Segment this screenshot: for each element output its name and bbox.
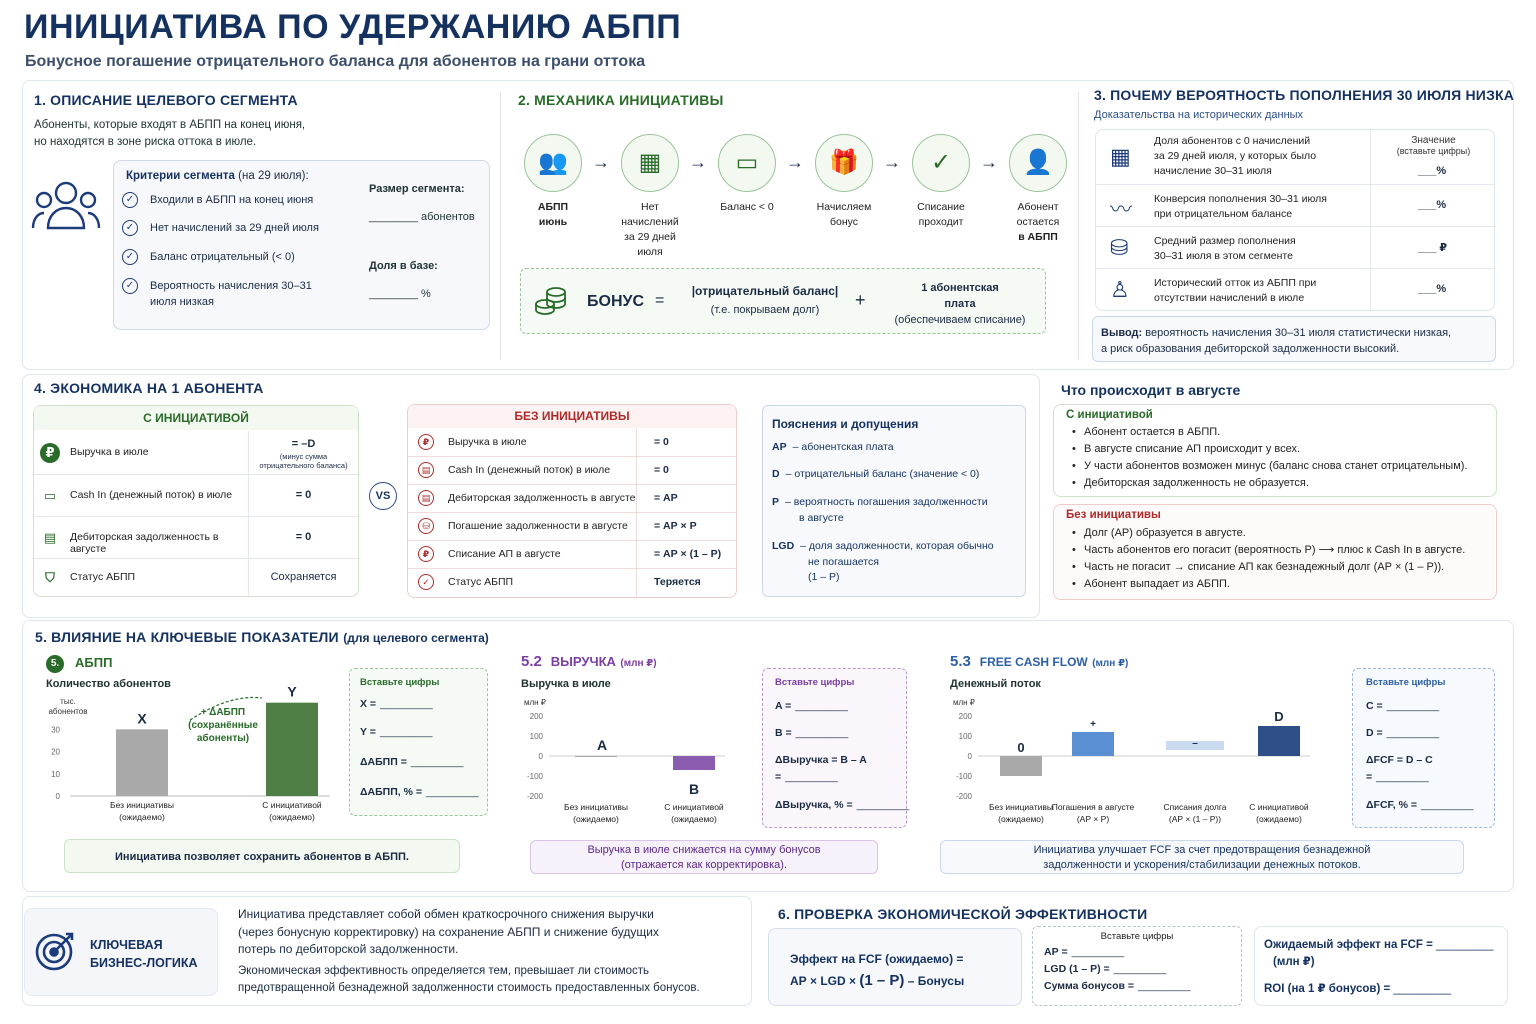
- check-circle-icon: ✓: [122, 278, 138, 294]
- with-row-note: (минус сумма: [279, 452, 328, 461]
- august-without-item: • Часть абонентов его погасит (вероятность Р) ⟶ плюс к Cash In в августе.: [1070, 542, 1494, 559]
- bar-label: D: [1274, 709, 1284, 724]
- vs-badge: VS: [369, 482, 397, 510]
- section3-title: 3. ПОЧЕМУ ВЕРОЯТНОСТЬ ПОПОЛНЕНИЯ 30 ИЮЛЯ НИЗКА: [1094, 87, 1515, 103]
- step-label: июнь: [538, 216, 568, 228]
- arrow-icon: →: [689, 152, 707, 172]
- insert-field[interactable]: [775, 700, 848, 712]
- criteria-text: Входили в АБПП на конец июня: [150, 194, 314, 206]
- checkmark-icon: ✓: [912, 134, 970, 192]
- note-text: (1 – Р): [808, 571, 840, 583]
- insert-field-label: =: [1366, 771, 1373, 783]
- without-rows: [408, 429, 736, 597]
- without-row-label: Статус АБПП: [448, 576, 514, 588]
- august-with-title: С инициативой: [1066, 409, 1153, 421]
- insert-field[interactable]: [360, 756, 463, 768]
- without-row: [408, 429, 736, 457]
- criteria-item: [122, 278, 352, 310]
- y-tick: -100: [526, 772, 543, 781]
- y-tick: 100: [529, 732, 543, 741]
- target-icon: [34, 928, 78, 972]
- insert-field[interactable]: [1366, 799, 1474, 811]
- without-row: [408, 513, 736, 541]
- evidence-value: ___ ₽: [1418, 242, 1448, 254]
- y-tick: 200: [529, 712, 543, 721]
- user-shield-icon: 👤: [1009, 134, 1067, 192]
- insert-field-label: ΔFCF = D – C: [1366, 754, 1433, 766]
- check-circle-icon: ✓: [122, 220, 138, 236]
- evidence-row: [1096, 227, 1494, 269]
- august-title: Что происходит в августе: [1061, 382, 1241, 398]
- without-initiative-title: БЕЗ ИНИЦИАТИВЫ: [408, 405, 736, 428]
- c3-insert-title: Вставьте цифры: [1366, 677, 1446, 688]
- page-subtitle: Бонусное погашение отрицательного баланса для абонентов на грани оттока: [25, 53, 646, 70]
- section1-title: 1. ОПИСАНИЕ ЦЕЛЕВОГО СЕГМЕНТА: [34, 92, 298, 108]
- arrow-icon: →: [786, 152, 804, 172]
- logic-text: Инициатива представляет собой обмен краткосрочного снижения выручки (через бонусную корректировку) на сохранение АБПП и снижение будущих потерь по дебиторской задолженности. Экономическая эффективность определяется тем, превышает ли стоимость предотвращенной безнадежной задолженности стоимость предоставленных бонусов.: [238, 907, 700, 994]
- evidence-text: отсутствии начислений в июле: [1154, 292, 1305, 304]
- note-text: – вероятность погашения задолженности: [785, 496, 988, 508]
- insert-field-label: LGD (1 – Р) =: [1044, 963, 1110, 975]
- c1-footer: Инициатива позволяет сохранить абонентов в АБПП.: [64, 839, 460, 873]
- without-row-label: Дебиторская задолженность в августе: [448, 492, 636, 504]
- insert-field[interactable]: [775, 727, 848, 739]
- gift-icon: 🎁: [815, 134, 873, 192]
- insert-field[interactable]: [1366, 771, 1429, 783]
- evidence-row: [1096, 185, 1494, 227]
- august-without-item: • Долг (АР) образуется в августе.: [1070, 525, 1494, 542]
- insert-field-blank[interactable]: _________: [426, 786, 479, 798]
- evidence-text: Средний размер пополнения: [1154, 235, 1296, 247]
- insert-field-label: ΔВыручка, % =: [775, 799, 853, 811]
- insert-field-label: B =: [775, 727, 792, 739]
- criteria-text: Вероятность начисления 30–31 июля низкая: [150, 280, 312, 308]
- insert-field-label: X =: [360, 698, 377, 710]
- users-icon: 👥: [524, 134, 582, 192]
- arrow-icon: →: [592, 152, 610, 172]
- step-label: за 29 дней июля: [624, 231, 676, 258]
- insert-field[interactable]: [360, 698, 433, 710]
- without-row-value: = 0: [654, 436, 669, 448]
- insert-field-blank[interactable]: _________: [795, 727, 849, 739]
- y-tick: 20: [51, 747, 60, 757]
- c1-title: АБПП: [75, 655, 113, 670]
- with-row-note: отрицательного баланса): [259, 461, 348, 470]
- with-row: [34, 431, 358, 475]
- note-key: Р: [772, 496, 780, 508]
- insert-field-blank[interactable]: _________: [856, 799, 910, 811]
- bar: [1258, 726, 1300, 756]
- trend-icon: 〰: [1110, 197, 1133, 222]
- evidence-value: ___%: [1418, 283, 1447, 295]
- criteria-item: [122, 192, 352, 208]
- c2-title: 5.2 ВЫРУЧКА (млн ₽): [521, 653, 657, 670]
- with-row-value: = 0: [295, 531, 312, 543]
- insert-field-label: ΔАБПП =: [360, 756, 407, 768]
- section5-title: 5. ВЛИЯНИЕ НА КЛЮЧЕВЫЕ ПОКАЗАТЕЛИ (для целевого сегмента): [35, 629, 489, 645]
- mechanics-step: [615, 134, 685, 260]
- step-label: проходит: [918, 216, 964, 228]
- c3-footer: Инициатива улучшает FCF за счет предотвращения безнадежной задолженности и ускорения/стабилизации денежных потоков.: [940, 840, 1464, 874]
- wallet-icon: ▭: [43, 488, 57, 503]
- x-tick: (ожидаемо): [573, 814, 619, 824]
- august-with-item: • Дебиторская задолженность не образуется.: [1070, 475, 1490, 492]
- insert-field-label: ΔВыручка = B – A: [775, 754, 867, 766]
- x-tick: Без инициативы: [110, 800, 174, 810]
- bar-label: –: [1192, 738, 1198, 749]
- bar: [266, 703, 318, 796]
- insert-field-label: ΔFCF, % =: [1366, 799, 1418, 811]
- with-row-label: Дебиторская задолженность в августе: [70, 531, 219, 555]
- insert-field-blank[interactable]: _________: [410, 756, 464, 768]
- insert-field-blank[interactable]: _________: [1113, 963, 1167, 975]
- y-tick: 100: [958, 732, 972, 741]
- insert-field-blank[interactable]: _________: [1376, 771, 1429, 783]
- x-tick: Без инициативы: [564, 802, 628, 812]
- evidence-row: [1096, 269, 1494, 311]
- note-item: [772, 539, 1022, 586]
- bar-label: +: [1090, 719, 1096, 730]
- evidence-text: Конверсия пополнения 30–31 июля: [1154, 193, 1327, 205]
- step-label: АБПП: [537, 201, 569, 213]
- c3-subtitle: Денежный поток: [950, 678, 1041, 690]
- x-tick: Погашения в августе: [1051, 802, 1135, 812]
- insert-field-label: АР =: [1044, 946, 1068, 958]
- evidence-value: ___%: [1418, 165, 1447, 177]
- y-tick: 0: [967, 752, 972, 761]
- august-without-list: [1070, 525, 1494, 593]
- c1-subtitle: Количество абонентов: [46, 678, 171, 690]
- page-title: ИНИЦИАТИВА ПО УДЕРЖАНИЮ АБПП: [24, 8, 682, 46]
- c2-footer: Выручка в июле снижается на сумму бонусов (отражается как корректировка).: [530, 840, 878, 874]
- document-icon: ▤: [418, 462, 434, 478]
- bonus-eq: =: [655, 292, 665, 309]
- with-row-label: Cash In (денежный поток) в июле: [70, 489, 233, 501]
- c3-unit: млн ₽: [953, 698, 975, 707]
- note-text: не погашается: [808, 555, 879, 568]
- mechanics-step: [518, 134, 588, 230]
- bar-label: B: [688, 781, 700, 797]
- c3-title: 5.3 FREE CASH FLOW (млн ₽): [950, 653, 1129, 670]
- x-tick: Без инициативы: [989, 802, 1053, 812]
- without-row-label: Списание АП в августе: [448, 548, 561, 560]
- insert-field[interactable]: [360, 786, 479, 798]
- insert-field-label: Сумма бонусов =: [1044, 980, 1135, 992]
- insert-field-label: ΔАБПП, % =: [360, 786, 422, 798]
- mechanics-step: [1003, 134, 1073, 245]
- note-key: D: [772, 468, 780, 480]
- insert-field[interactable]: [775, 754, 867, 766]
- insert-field-label: A =: [775, 700, 792, 712]
- note-text: – отрицательный баланс (значение < 0): [785, 468, 980, 480]
- x-tick: (ожидаемо): [119, 812, 165, 822]
- bonus-part1: |отрицательный баланс| (т.е. покрываем долг): [691, 284, 839, 316]
- size-label: Размер сегмента:: [369, 183, 465, 195]
- insert-field-label: C =: [1366, 700, 1383, 712]
- x-tick: (АР × Р): [1076, 814, 1110, 824]
- step-label: Нет начислений: [621, 201, 679, 228]
- y-tick: 0: [538, 752, 543, 761]
- divider-1: [500, 92, 501, 360]
- user-trend-icon: ♙: [1110, 277, 1130, 302]
- insert-field-blank[interactable]: _________: [785, 771, 838, 783]
- without-row-label: Cash In (денежный поток) в июле: [448, 464, 611, 476]
- evidence-text: при отрицательном балансе: [1154, 208, 1293, 220]
- evidence-rows: [1096, 129, 1494, 311]
- without-row-value: Теряется: [654, 576, 701, 588]
- chart-fcf: [944, 676, 1324, 828]
- without-row: [408, 541, 736, 569]
- x-tick: (ожидаемо): [998, 814, 1044, 824]
- note-item: [772, 440, 1022, 456]
- evidence-text: 30–31 июля в этом сегменте: [1154, 250, 1293, 262]
- criteria-text: Баланс отрицательный (< 0): [150, 251, 295, 263]
- criteria-item: [122, 220, 352, 236]
- section1-desc: Абоненты, которые входят в АБПП на конец июня, но находятся в зоне риска оттока в июле.: [34, 119, 306, 148]
- s6-insert-title: Вставьте цифры: [1100, 931, 1174, 942]
- note-key: АР: [772, 441, 787, 453]
- check-circle-icon: ✓: [122, 249, 138, 265]
- insert-field-label: =: [775, 771, 782, 783]
- x-tick: (ожидаемо): [671, 814, 717, 824]
- bonus-part2: 1 абонентская плата (обеспечиваем списание): [894, 282, 1026, 326]
- y-tick: 10: [51, 769, 60, 779]
- bar-label: X: [137, 710, 147, 727]
- insert-field[interactable]: [1044, 946, 1124, 958]
- chart-abpp: [40, 676, 340, 828]
- insert-field-label: D =: [1366, 727, 1383, 739]
- people-icon: [30, 178, 102, 236]
- x-tick: С инициативой: [262, 800, 322, 810]
- mechanics-steps: [518, 134, 1078, 258]
- ruble-icon: ₽: [40, 443, 60, 463]
- calendar-icon: ▦: [1110, 144, 1131, 169]
- s6-expected: Ожидаемый эффект на FCF = _________ (млн ₽): [1264, 939, 1494, 968]
- conclusion-box: Вывод: вероятность начисления 30–31 июля статистически низкая, а риск образования дебиторской задолженности высокий.: [1092, 316, 1496, 362]
- share-label: Доля в базе:: [369, 260, 438, 272]
- bar: [575, 756, 617, 757]
- insert-field[interactable]: [1044, 963, 1166, 975]
- c1-unit: тыс. абонентов: [48, 697, 88, 716]
- evidence-text: начисление 30–31 июля: [1154, 165, 1272, 177]
- chart-revenue: [515, 676, 755, 828]
- note-item: [772, 495, 1022, 526]
- step-label: остается: [1016, 216, 1060, 228]
- y-tick: -200: [526, 792, 543, 801]
- bar: [1072, 732, 1114, 756]
- insert-field[interactable]: [1366, 700, 1439, 712]
- y-tick: -200: [955, 792, 972, 801]
- criteria-text: Нет начислений за 29 дней июля: [150, 222, 319, 234]
- arrow-icon: →: [883, 152, 901, 172]
- without-row-label: Погашение задолженности в августе: [448, 520, 628, 532]
- x-tick: С инициативой: [1249, 802, 1309, 812]
- section6-title: 6. ПРОВЕРКА ЭКОНОМИЧЕСКОЙ ЭФФЕКТИВНОСТИ: [778, 906, 1148, 922]
- evidence-head: Значение (вставьте цифры): [1396, 135, 1471, 156]
- august-with-list: [1070, 424, 1490, 492]
- shield-icon: ⛉: [45, 570, 55, 585]
- bar-label: A: [596, 737, 608, 753]
- c1-annotation: + ΔАБПП (сохранённые абоненты): [188, 707, 258, 744]
- insert-field[interactable]: [1366, 727, 1439, 739]
- august-with-item: • Абонент остается в АБПП.: [1070, 424, 1490, 441]
- without-row: [408, 485, 736, 513]
- step-label: Списание: [917, 201, 965, 213]
- step-label: в АБПП: [1018, 231, 1058, 243]
- step-label: Абонент: [1017, 201, 1059, 213]
- document-icon: ▤: [418, 490, 434, 506]
- with-initiative-title: С ИНИЦИАТИВОЙ: [34, 406, 358, 430]
- y-tick: 200: [958, 712, 972, 721]
- bar: [116, 729, 168, 796]
- section4-title: 4. ЭКОНОМИКА НА 1 АБОНЕНТА: [34, 380, 264, 396]
- criteria-item: [122, 249, 352, 265]
- c1-insert-title: Вставьте цифры: [360, 677, 440, 688]
- step-label: Баланс < 0: [720, 201, 774, 213]
- insert-field-blank[interactable]: _________: [1421, 799, 1474, 811]
- mechanics-step: [906, 134, 976, 230]
- bar: [1000, 756, 1042, 776]
- insert-field[interactable]: [1044, 980, 1191, 992]
- august-without-item: • Часть не погасит → списание АП как безнадежный долг (АР × (1 – Р)).: [1070, 559, 1494, 576]
- bonus-label: БОНУС: [587, 293, 645, 310]
- insert-field-blank[interactable]: _________: [380, 698, 433, 710]
- check-circle-icon: ✓: [122, 192, 138, 208]
- note-item: [772, 467, 1022, 483]
- without-row: [408, 457, 736, 485]
- insert-field[interactable]: [360, 726, 432, 738]
- insert-field-blank[interactable]: _________: [795, 700, 848, 712]
- c1-num: 5.: [46, 655, 64, 673]
- insert-field-blank[interactable]: _________: [1386, 700, 1440, 712]
- august-without-title: Без инициативы: [1066, 509, 1161, 521]
- with-row: [34, 559, 358, 597]
- note-key: LGD: [772, 540, 795, 552]
- evidence-text: за 29 дней июля, у которых было: [1154, 150, 1317, 162]
- bar: [673, 756, 715, 770]
- x-tick: С инициативой: [664, 802, 724, 812]
- insert-field-label: Y =: [360, 726, 376, 738]
- note-text: в августе: [799, 511, 844, 524]
- bonus-plus: +: [855, 290, 866, 310]
- x-tick: (ожидаемо): [269, 812, 315, 822]
- step-label: Начисляем: [816, 201, 872, 213]
- without-row-label: Выручка в июле: [448, 436, 527, 448]
- y-tick: 30: [51, 725, 60, 735]
- section2-title: 2. МЕХАНИКА ИНИЦИАТИВЫ: [518, 92, 724, 108]
- insert-field-blank[interactable]: _________: [1386, 727, 1440, 739]
- divider-2: [1078, 92, 1079, 360]
- with-rows: [34, 431, 358, 597]
- document-icon: ▤: [43, 530, 57, 545]
- bar-label: 0: [1017, 740, 1025, 755]
- without-row-value: = 0: [654, 464, 669, 476]
- with-row-value: = –D: [291, 438, 316, 450]
- criteria-title: Критерии сегмента (на 29 июля):: [126, 170, 309, 182]
- august-with-item: • В августе списание АП происходит у всех.: [1070, 441, 1490, 458]
- note-text: – абонентская плата: [792, 441, 894, 453]
- section3-subtitle: Доказательства на исторических данных: [1094, 109, 1304, 121]
- wallet-icon: ▭: [718, 134, 776, 192]
- insert-field-blank[interactable]: _________: [1138, 980, 1191, 992]
- august-without-item: • Абонент выпадает из АБПП.: [1070, 576, 1494, 593]
- insert-field-blank[interactable]: _________: [1071, 946, 1125, 958]
- without-row-value: = АР: [654, 492, 678, 504]
- evidence-row: [1096, 129, 1494, 185]
- with-row-value: Сохраняется: [270, 571, 337, 583]
- arrow-icon: →: [980, 152, 998, 172]
- x-tick: Списания долга: [1163, 802, 1227, 812]
- x-tick: (ожидаемо): [1256, 814, 1302, 824]
- mechanics-step: [809, 134, 879, 230]
- s6-roi: ROI (на 1 ₽ бонусов) = _________: [1264, 983, 1451, 995]
- without-row-value: = АР × (1 – Р): [654, 548, 722, 560]
- insert-field-blank[interactable]: _________: [379, 726, 433, 738]
- s6-formula: Эффект на FCF (ожидаемо) = АР × LGD × (1 – Р) – Бонусы: [790, 952, 965, 989]
- note-text: – доля задолженности, которая обычно: [800, 540, 994, 552]
- notes-title: Пояснения и допущения: [772, 417, 919, 431]
- evidence-text: Доля абонентов с 0 начислений: [1154, 135, 1311, 147]
- with-row: [34, 475, 358, 517]
- ruble-icon: ₽: [418, 434, 434, 450]
- insert-field[interactable]: [775, 799, 909, 811]
- ruble-document-icon: ₽: [418, 546, 434, 562]
- coins-icon: ⛁: [1110, 235, 1129, 260]
- c2-subtitle: Выручка в июле: [521, 678, 611, 690]
- insert-field[interactable]: [775, 771, 838, 783]
- evidence-value: ___%: [1418, 199, 1447, 211]
- with-row: [34, 517, 358, 559]
- bar-label: Y: [287, 683, 297, 700]
- check-circle-icon: ✓: [418, 574, 434, 590]
- calendar-icon: ▦: [621, 134, 679, 192]
- share-field: ________ %: [369, 288, 431, 300]
- y-tick: -100: [955, 772, 972, 781]
- c2-insert-title: Вставьте цифры: [775, 677, 855, 688]
- with-row-label: Статус АБПП: [70, 571, 136, 583]
- coins-icon: [534, 284, 568, 318]
- logic-title: КЛЮЧЕВАЯ БИЗНЕС-ЛОГИКА: [90, 938, 198, 970]
- x-tick: (АР × (1 – Р)): [1168, 814, 1222, 824]
- mechanics-step: [712, 134, 782, 215]
- c2-unit: млн ₽: [524, 698, 546, 707]
- with-row-label: Выручка в июле: [70, 446, 149, 458]
- coins-icon: ⛁: [418, 518, 434, 534]
- with-row-value: = 0: [295, 489, 312, 501]
- without-row-value: = АР × Р: [654, 520, 697, 532]
- insert-field[interactable]: [1366, 754, 1433, 766]
- step-label: бонус: [829, 216, 859, 228]
- evidence-text: Исторический отток из АБПП при: [1154, 277, 1317, 289]
- y-tick: 0: [55, 792, 60, 801]
- size-field: ________ абонентов: [369, 211, 475, 223]
- without-row: [408, 569, 736, 597]
- august-with-item: • У части абонентов возможен минус (баланс снова станет отрицательным).: [1070, 458, 1490, 475]
